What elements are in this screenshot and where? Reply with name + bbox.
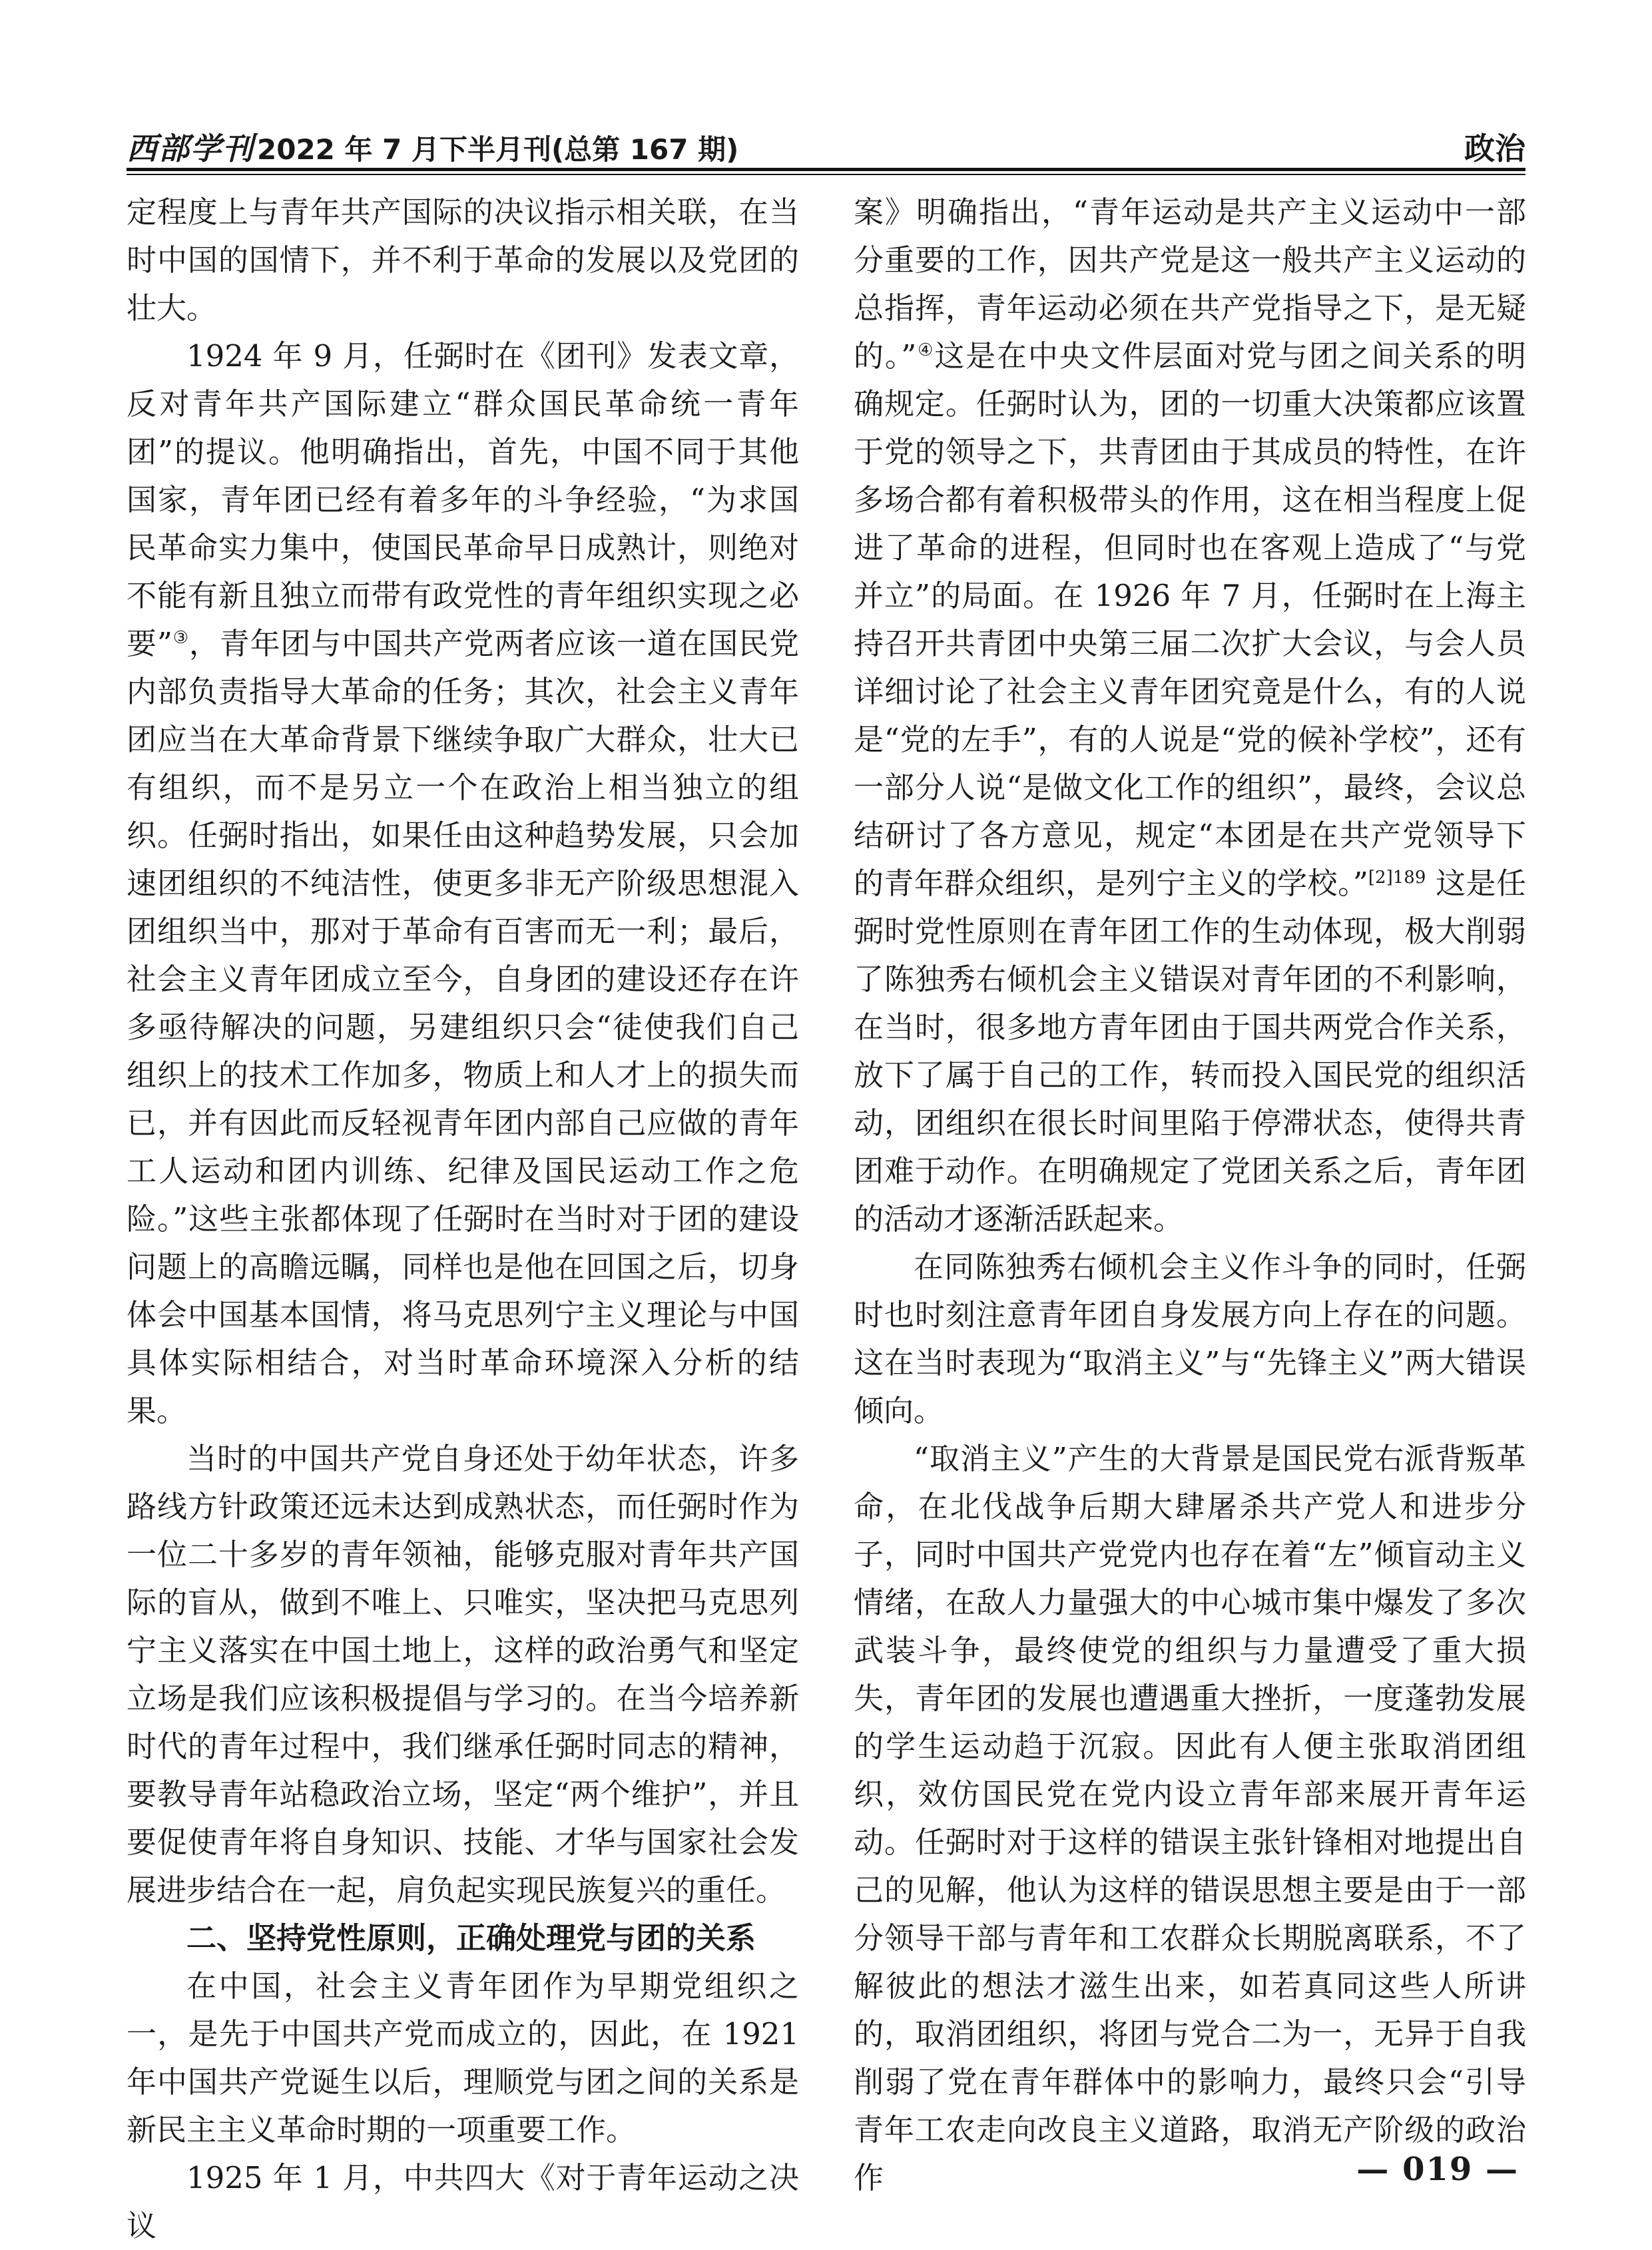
- journal-name: 西部学刊: [127, 131, 254, 166]
- right-column: [854, 188, 1526, 2202]
- paragraph: “取消主义”产生的大背景是国民党右派背叛革命，在北伐战争后期大肆屠杀共产党人和进步分子，同时中国共产党党内也存在着“左”倾盲动主义情绪，在敌人力量强大的中心城市集中爆发了多次武装斗争，最终使党的组织与力量遭受了重大损失，青年团的发展也遭遇重大挫折，一度蓬勃发展的学生运动趋于沉寂。因此有人便主张取消团组织，效仿国民党在党内设立青年部来展开青年运动。任弼时对于这样的错误主张针锋相对地提出自己的见解，他认为这样的错误思想主要是由于一部分领导干部与青年和工农群众长期脱离联系，不了解彼此的想法才滋生出来，如若真同这些人所讲的，取消团组织，将团与党合二为一，无异于自我削弱了党在青年群体中的影响力，最终只会“引导青年工农走向改良主义道路，取消无产阶级的政治作: [854, 1441, 1526, 2195]
- paragraph: [854, 188, 1526, 1243]
- paragraph-text: ，青年团与中国共产党两者应该一道在国民党内部负责指导大革命的任务；其次，社会主义青年团应当在大革命背景下继续争取广大群众，壮大已有组织，而不是另立一个在政治上相当独立的组织。任弼时指出，如果任由这种趋势发展，只会加速团组织的不纯洁性，使更多非无产阶级思想混入团组织当中，那对于革命有百害而无一利；最后，社会主义青年团成立至今，自身团的建设还存在许多亟待解决的问题，另建组织只会“徒使我们自己组织上的技术工作加多，物质上和人才上的损失而已，并有因此而反轻视青年团内部自己应做的青年工人运动和团内训练、纪律及国民运动工作之危险。”这些主张都体现了任弼时在当时对于团的建设问题上的高瞻远瞩，同样也是他在回国之后，切身体会中国基本国情，将马克思列宁主义理论与中国具体实际相结合，对当时革命环境深入分析的结果。: [127, 626, 799, 1428]
- running-header: [127, 112, 1525, 164]
- paragraph-text: 这是在中央文件层面对党与团之间关系的明确规定。任弼时认为，团的一切重大决策都应该置于党的领导之下，共青团由于其成员的特性，在许多场合都有着积极带头的作用，这在相当程度上促进了革命的进程，但同时也在客观上造成了“与党并立”的局面。在 1926 年 7 月，任弼时在上海主持召开共青团中央第三届二次扩大会议，与会人员详细讨论了社会主义青年团究竟是什么，有的人说是“党的左手”，有的人说是“党的候补学校”，还有一部分人说“是做文化工作的组织”，最终，会议总结研讨了各方意见，规定“本团是在共产党领导下的青年群众组织，是列宁主义的学校。”: [854, 338, 1526, 901]
- paragraph: 当时的中国共产党自身还处于幼年状态，许多路线方针政策还远未达到成熟状态，而任弼时作为一位二十多岁的青年领袖，能够克服对青年共产国际的盲从，做到不唯上、只唯实，坚决把马克思列宁主义落实在中国土地上，这样的政治勇气和坚定立场是我们应该积极提倡与学习的。在当今培养新时代的青年过程中，我们继承任弼时同志的精神，要教导青年站稳政治立场，坚定“两个维护”，并且要促使青年将自身知识、技能、才华与国家社会发展进步结合在一起，肩负起实现民族复兴的重任。: [127, 1441, 799, 1908]
- header-rule-thick: [127, 168, 1525, 171]
- paragraph: 在同陈独秀右倾机会主义作斗争的同时，任弼时也时刻注意青年团自身发展方向上存在的问题。这在当时表现为“取消主义”与“先锋主义”两大错误倾向。: [854, 1249, 1526, 1428]
- paragraph: 定程度上与青年共产国际的决议指示相关联，在当时中国的国情下，并不利于革命的发展以及党团的壮大。: [127, 194, 799, 326]
- footnote-marker: ③: [172, 628, 189, 648]
- page-number: — 019 —: [1356, 2151, 1519, 2188]
- paragraph: 1925 年 1 月，中共四大《对于青年运动之决议: [127, 2160, 799, 2243]
- paragraph-text: 这是任弼时党性原则在青年团工作的生动体现，极大削弱了陈独秀右倾机会主义错误对青年团的不利影响，在当时，很多地方青年团由于国共两党合作关系，放下了属于自己的工作，转而投入国民党的组织活动，团组织在很长时间里陷于停滞状态，使得共青团难于动作。在明确规定了党团关系之后，青年团的活动才逐渐活跃起来。: [854, 866, 1526, 1237]
- paragraph: [127, 332, 799, 1435]
- header-rule-thin: [127, 174, 1525, 175]
- paragraph-text: 1924 年 9 月，任弼时在《团刊》发表文章，反对青年共产国际建立“群众国民革命统一青年团”的提议。他明确指出，首先，中国不同于其他国家，青年团已经有着多年的斗争经验，“为求国民革命实力集中，使国民革命早日成熟计，则绝对不能有新且独立而带有政党性的青年组织实现之必要”: [127, 338, 799, 661]
- citation-marker: [2]189: [1368, 868, 1426, 888]
- left-column: [127, 188, 799, 2250]
- paragraph-text: 案》明确指出，“青年运动是共产主义运动中一部分重要的工作，因共产党是这一般共产主义运动的总指挥，青年运动必须在共产党指导之下，是无疑的。”: [854, 194, 1526, 374]
- issue-info: 2022 年 7 月下半月刊(总第 167 期): [257, 133, 739, 166]
- footnote-marker: ④: [916, 340, 935, 360]
- section-heading: 二、坚持党性原则，正确处理党与团的关系: [186, 1920, 756, 1956]
- paragraph: 在中国，社会主义青年团作为早期党组织之一，是先于中国共产党而成立的，因此，在 1921 年中国共产党诞生以后，理顺党与团之间的关系是新民主主义革命时期的一项重要工作。: [127, 1968, 799, 2147]
- section-label: 政治: [1464, 131, 1525, 166]
- header-left: [127, 133, 738, 164]
